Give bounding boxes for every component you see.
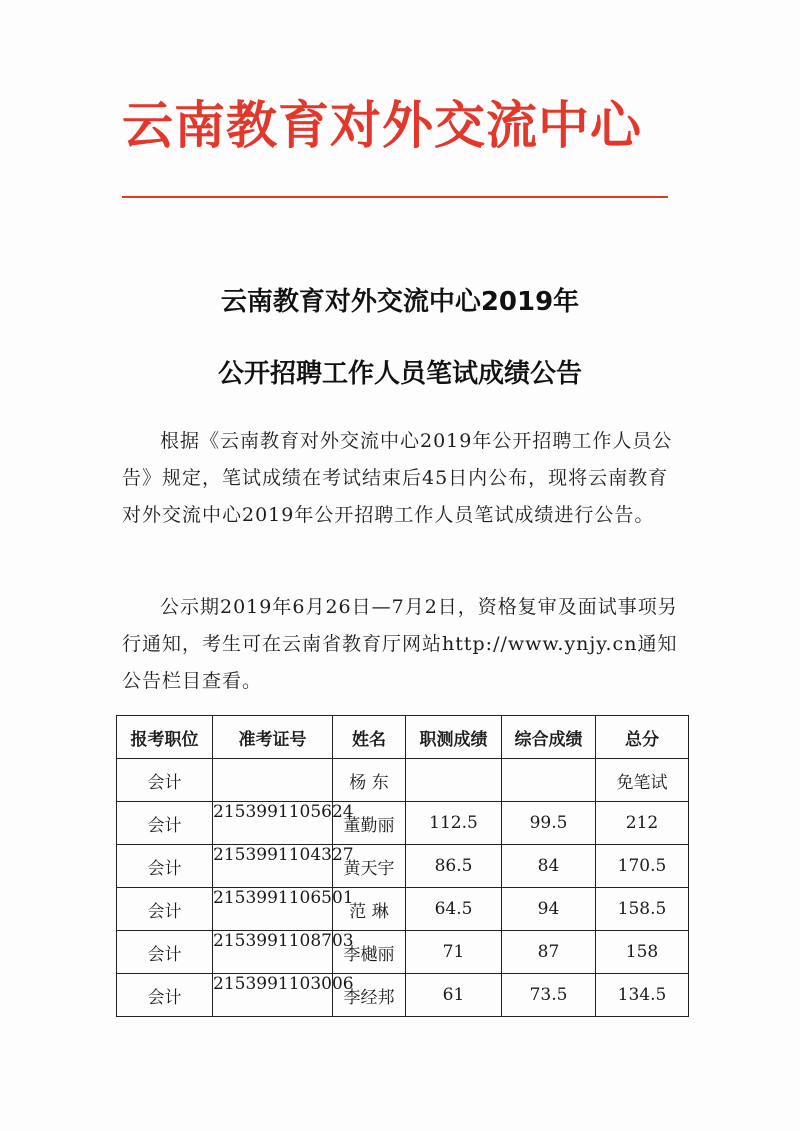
cell-name: 黄天宇: [333, 845, 406, 888]
cell-ticket-number: 2153991108703: [213, 931, 333, 974]
cell-aptitude-score: 64.5: [406, 888, 502, 931]
table-row: [117, 974, 689, 1017]
cell-ticket-number: [213, 759, 333, 802]
announcement-paragraph-1: 根据《云南教育对外交流中心2019年公开招聘工作人员公告》规定，笔试成绩在考试结束后45日内公布，现将云南教育对外交流中心2019年公开招聘工作人员笔试成绩进行公告。: [122, 430, 673, 526]
cell-comprehensive-score: [502, 759, 596, 802]
cell-name: 杨 东: [333, 759, 406, 802]
document-title-line-2: 公开招聘工作人员笔试成绩公告: [217, 359, 582, 389]
cell-ticket-number: 2153991103006: [213, 974, 333, 1017]
cell-total-score: 212: [596, 802, 689, 845]
table-row: [117, 931, 689, 974]
header-comprehensive-score: 综合成绩: [502, 716, 596, 759]
header-total-score: 总分: [596, 716, 689, 759]
cell-position: 会计: [117, 845, 213, 888]
cell-name: 李樾丽: [333, 931, 406, 974]
cell-name: 李经邦: [333, 974, 406, 1017]
cell-position: 会计: [117, 802, 213, 845]
exam-scores-table: [116, 715, 689, 1017]
cell-comprehensive-score: 73.5: [502, 974, 596, 1017]
cell-total-score: 134.5: [596, 974, 689, 1017]
cell-comprehensive-score: 99.5: [502, 802, 596, 845]
cell-name: 范 琳: [333, 888, 406, 931]
document-title-line-1: 云南教育对外交流中心2019年: [220, 287, 580, 317]
cell-total-score: 158.5: [596, 888, 689, 931]
table-row: [117, 759, 689, 802]
cell-ticket-number: 2153991105624: [213, 802, 333, 845]
cell-total-score: 170.5: [596, 845, 689, 888]
header-aptitude-score: 职测成绩: [406, 716, 502, 759]
table-header-row: [117, 716, 689, 759]
header-position: 报考职位: [117, 716, 213, 759]
cell-position: 会计: [117, 888, 213, 931]
cell-position: 会计: [117, 759, 213, 802]
cell-aptitude-score: 71: [406, 931, 502, 974]
cell-aptitude-score: 86.5: [406, 845, 502, 888]
header-name: 姓名: [333, 716, 406, 759]
cell-aptitude-score: [406, 759, 502, 802]
cell-total-score: 158: [596, 931, 689, 974]
cell-comprehensive-score: 94: [502, 888, 596, 931]
header-ticket-number: 准考证号: [213, 716, 333, 759]
cell-comprehensive-score: 87: [502, 931, 596, 974]
announcement-paragraph-2: 公示期2019年6月26日—7月2日，资格复审及面试事项另行通知，考生可在云南省教育厅网站http://www.ynjy.cn通知公告栏目查看。: [122, 596, 678, 692]
letterhead-divider: [122, 196, 668, 198]
table-row: [117, 802, 689, 845]
cell-aptitude-score: 112.5: [406, 802, 502, 845]
organization-letterhead: 云南教育对外交流中心: [122, 97, 643, 156]
cell-position: 会计: [117, 931, 213, 974]
table-row: [117, 888, 689, 931]
cell-total-score: 免笔试: [596, 759, 689, 802]
table-row: [117, 845, 689, 888]
cell-ticket-number: 2153991104327: [213, 845, 333, 888]
cell-position: 会计: [117, 974, 213, 1017]
cell-aptitude-score: 61: [406, 974, 502, 1017]
cell-comprehensive-score: 84: [502, 845, 596, 888]
cell-name: 董勤丽: [333, 802, 406, 845]
cell-ticket-number: 2153991106501: [213, 888, 333, 931]
